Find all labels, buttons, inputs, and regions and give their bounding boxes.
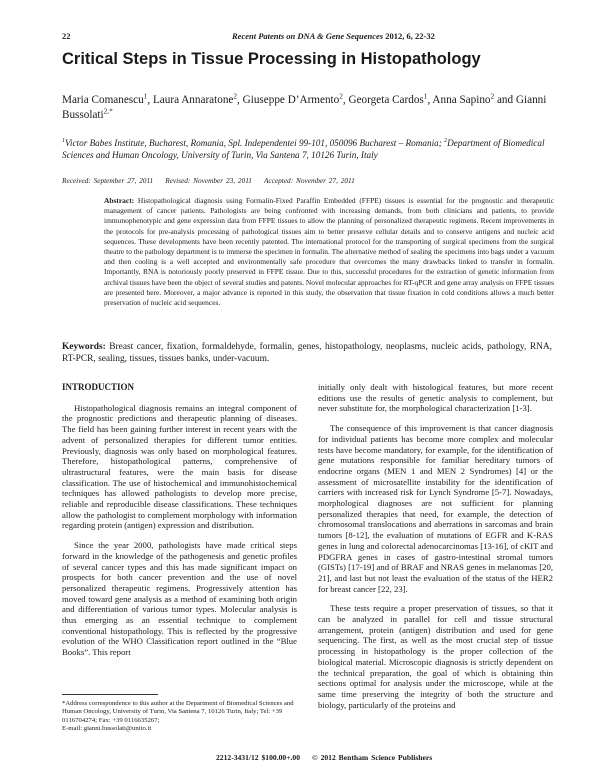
correspondence-address: *Address correspondence to this author at the Department of Biomedical Sciences and Human Oncology, University of Turin, Via Santena 7, 10126 Turin, Italy; Tel: +39 0116704274; Fax: +39 0116635267;	[62, 700, 294, 724]
paragraph: These tests require a proper preservation of tissues, so that it can be analyzed in parallel for cell and tissue structural arrangement, protein (antigen) distribution and used for gene sequencing. The first, as well as the most crucial step of tissue processing in histopathology is the proper collection of the biological material. Microscopic diagnosis is strictly dependent on the technical preparation, the goal of which is obtaining thin sections optimal for analysis under the microscope, while at the same time preserving the integrity of both the structure and biology, particularly of the proteins and	[318, 603, 553, 710]
paragraph: Histopathological diagnosis remains an integral component of the prognostic predictions and therapeutic planning of diseases. The field has been gaining further interest in recent years with the advent of personalized therapies for different tumor entities. Previously, diagnosis was only based on morphological features. Therefore, histopathological patterns, comprehensive of ultrastructural features, were the main basis for disease classification. The use of histochemical and immunohistochemical techniques has allowed pathologists to develop more precise, reliable and reproducible disease classifications. These techniques allow the pathologist to complement morphology with information regarding protein (antigen) expression and distribution.	[62, 402, 297, 531]
abstract-label: Abstract:	[104, 196, 135, 205]
footnote-divider	[62, 694, 158, 695]
date-accepted: Accepted: November 27, 2011	[263, 176, 355, 185]
keywords-label: Keywords:	[62, 342, 106, 352]
journal-name: Recent Patents on DNA & Gene Sequences	[232, 31, 384, 41]
author: Giuseppe D’Armento$^2$,	[242, 92, 349, 106]
section-heading-introduction: INTRODUCTION	[62, 382, 135, 392]
author: Anna Sapino$^2$	[432, 92, 495, 106]
author: and Gianni Bussolati$^{2,*}$	[62, 94, 547, 121]
page-number: 22	[62, 31, 71, 41]
running-head	[232, 31, 435, 41]
abstract-text: Histopathological diagnosis using Formalin-Fixed Paraffin Embedded (FFPE) tissues is essential for the prognostic and therapeutic management of cancer patients. Pathologists are being confronted with increasing demands, from both clinicians and patients, to provide immunophenotypic and gene expression data from FFPE tissues to allow the planning of personalized therapeutic regimens. Recent improvements in the protocols for pre-analysis processing of pathological tissues aim to better preserve cellular details and to conserve antigens and nucleic acid sequences. These developments have been recently patented. The international protocol for the transporting of surgical specimens from the surgical theatre to the pathology department is to immerse the specimen in formalin. The alternative method of sealing the specimens into bags under a vacuum and then cooling is a well accepted and environmentally safe procedure that overcomes the many drawbacks linked to transfer in formalin. Importantly, RNA is notoriously poorly preserved in FFPE tissue. Due to this, successful procedures for the extraction of genetic information from archival tissues have been the object of several studies and patents. Novel molecular approaches for RT-qPCR and gene array analysis on FFPE tissues are presented here. Moreover, a major advance is reported in this study, the observation that tissue fixation in cold conditions allows a much better preservation of nucleic acid sequences.	[104, 196, 555, 308]
correspondence-email: E-mail: gianni.bussolati@unito.it	[62, 724, 152, 732]
right-column	[318, 382, 553, 710]
author: Maria Comanescu$^1$,	[62, 92, 153, 106]
article-title: Critical Steps in Tissue Processing in Histopathology	[62, 50, 481, 68]
left-column	[62, 382, 297, 658]
article-dates	[62, 176, 367, 185]
paragraph: The consequence of this improvement is that cancer diagnosis for individual patients has become more complex and molecular tests have become mandatory, for example, for the identification of gene mutations responsible for familiar hereditary tumors of endocrine organs (MEN 1 and MEN 2 Syndromes) [4] or the assessment of microsatellite instability for the identification of carriers with increased risk for Lynch Syndrome [5-7]. Nowadays, morphological diagnoses are not sufficient for planning personalized therapies that need, for example, the detection of chromosomal translocations and aberrations in sarcomas and brain tumors [8-12], the evaluation of mutations of EGFR and K-RAS genes in lung and colorectal adenocarcinomas [13-16], of cKIT and PDGFRA genes in cases of gastro-intestinal stromal tumors (GISTs) [17-19] and of BRAF and NRAS genes in melanomas [20, 21], and last but not least the evaluation of the status of the HER2 for breast cancer [22, 23].	[318, 423, 553, 594]
correspondence-footnote	[62, 700, 300, 733]
page-footer	[216, 753, 432, 762]
paragraph: Since the year 2000, pathologists have made critical steps forward in the knowledge of the pathogenesis and genetic profiles of several cancer types and this has made significant impact on prospects for both cancer prevention and the use of novel personalized therapeutic regimens. Progressively attention has moved toward gene analysis as a method of examining both origin and differentiation of various tumor types. Molecular analysis is thus emerging as an essential technique to complement conventional histopathology. This is reflected by the progressive evolution of the WHO Classification report outlined in the “Blue Books”. This report	[62, 540, 297, 658]
keywords-text: Breast cancer, fixation, formaldehyde, formalin, genes, histopathology, neoplasms, nucleic acids, pathology, RNA, RT-PCR, sealing, tissues, tissues banks, under-vacuum.	[62, 342, 553, 364]
author: Laura Annaratone$^2$,	[152, 92, 243, 106]
affiliations: $^1$Victor Babes Institute, Bucharest, Romania, Spl. Independentei 99-101, 050096 Bucharest – Romania; $^2$Department of Biomedical Sciences and Human Oncology, University of Turin, Via Santena 7, 10126 Turin, Italy	[62, 137, 545, 160]
author-list	[62, 93, 552, 123]
copyright: © 2012 Bentham Science Publishers	[312, 753, 433, 762]
journal-volume: 2012, 6, 22-32	[385, 31, 435, 41]
abstract	[104, 196, 554, 308]
date-revised: Revised: November 23, 2011	[165, 176, 252, 185]
author: Georgeta Cardos$^1$,	[348, 92, 433, 106]
keywords	[62, 342, 552, 365]
date-received: Received: September 27, 2011	[62, 176, 154, 185]
paragraph: initially only dealt with histological features, but more recent editions use the results of genetic analysis to complement, but never substitute for, the morphological characterization [1-3].	[318, 382, 553, 414]
issn-price: 2212-3431/12 $100.00+.00	[216, 753, 301, 762]
